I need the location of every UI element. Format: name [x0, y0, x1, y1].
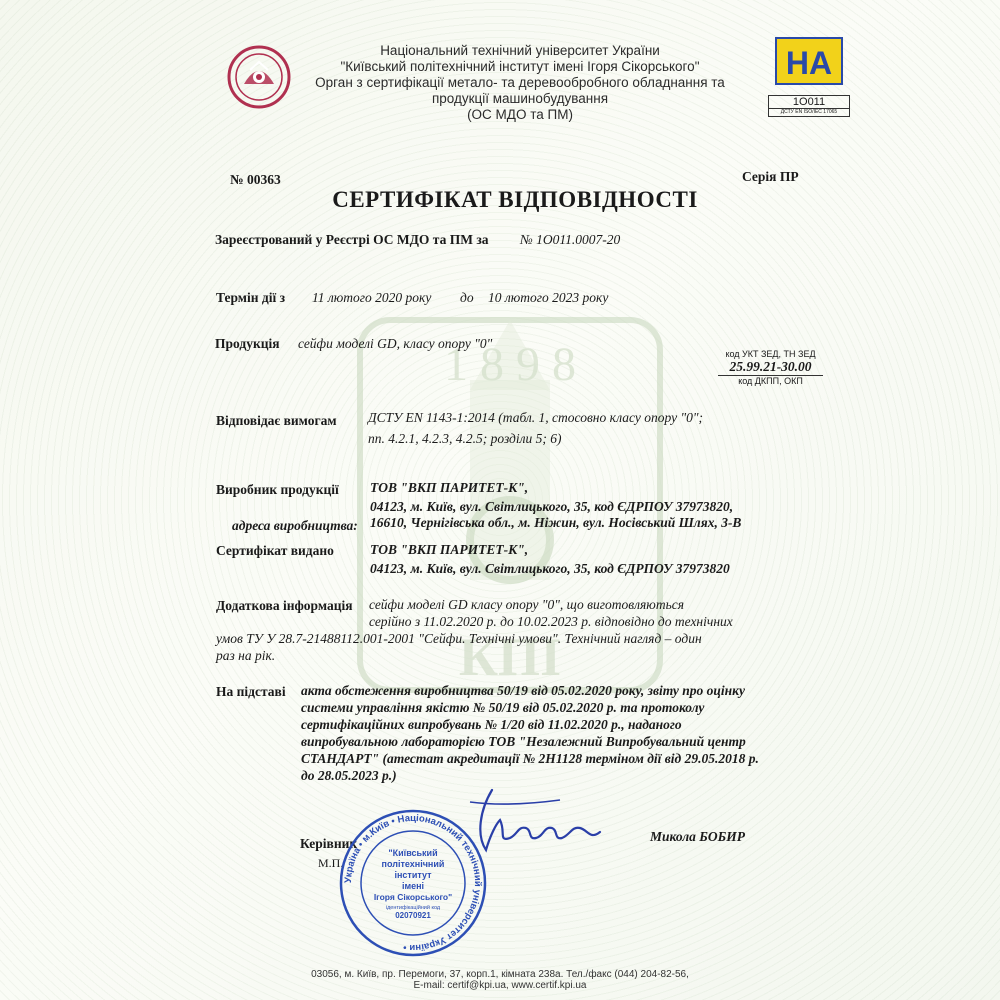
additional-line: серійно з 11.02.2020 р. до 10.02.2023 р. відповідно до технічних [369, 614, 733, 629]
term-label: Термін дії з [216, 290, 286, 305]
manufacturer-label: Виробник продукції [216, 482, 339, 497]
term-from: 11 лютого 2020 року [312, 290, 432, 305]
certificate-title: СЕРТИФІКАТ ВІДПОВІДНОСТІ [332, 187, 698, 212]
additional-text [216, 596, 804, 664]
registered-value: № 1О011.0007-20 [520, 232, 621, 247]
product-label: Продукція [215, 336, 280, 351]
basis-line: сертифікаційних випробувань № 1/20 від 11.02.2020 р., наданого [301, 717, 682, 732]
stamp-id-label: ідентифікаційний код [385, 905, 441, 911]
accreditation-standard: ДСТУ EN ISO/IEC 17065 [769, 108, 849, 116]
additional-line: умов ТУ У 28.7-21488112.001-2001 "Сейфи. Технічні умови". Технічний нагляд – один [216, 631, 702, 646]
stamp-line: Ігоря Сікорського" [373, 892, 453, 902]
production-address: 16610, Чернігівська обл., м. Ніжин, вул. Носівський Шлях, 3-В [370, 515, 742, 530]
basis-line: СТАНДАРТ" (атестат акредитації № 2Н1128 терміном дії від 29.05.2018 р. [301, 751, 759, 766]
additional-line: сейфи моделі GD класу опору "0", що виготовляються [369, 597, 684, 612]
head-label: Керівник [300, 836, 358, 851]
footer-line1: 03056, м. Київ, пр. Перемоги, 37, корп.1, кімната 238а. Тел./факс (044) 204-82-56, [311, 969, 689, 980]
stamp-line: імені [401, 881, 425, 891]
requirements-label: Відповідає вимогам [216, 413, 337, 428]
term-to: 10 лютого 2023 року [488, 290, 609, 305]
issued-address: 04123, м. Київ, вул. Світлицького, 35, код ЄДРПОУ 37973820 [370, 561, 730, 576]
watermark-text: КПІ [458, 627, 562, 687]
requirements-line1: ДСТУ EN 1143-1:2014 (табл. 1, стосовно класу опору "0"; [368, 410, 704, 425]
stamp-outer-text: Україна • м.Київ • Національний технічний університет України • [342, 812, 484, 954]
requirements-line2: пп. 4.2.1, 4.2.3, 4.2.5; розділи 5; 6) [368, 431, 562, 446]
basis-line: випробувальною лабораторією ТОВ "Незалежний Випробувальний центр [301, 734, 746, 749]
term-to-label: до [460, 290, 474, 305]
footer-line2: E-mail: certif@kpi.ua, www.certif.kpi.ua [413, 980, 587, 991]
header-line: Орган з сертифікації метало- та деревообробного обладнання та [315, 75, 725, 90]
product-value: сейфи моделі GD, класу опору "0" [298, 336, 493, 351]
product-code-block [718, 349, 823, 386]
accreditation-code-box [768, 95, 850, 117]
header-line: продукції машинобудування [431, 91, 609, 106]
basis-line: акта обстеження виробництва 50/19 від 05.02.2020 року, звіту про оцінку [301, 683, 745, 698]
stamp-line: інститут [394, 870, 432, 880]
certificate-series: Серія ПР [742, 169, 799, 184]
code-bottom-label: код ДКПП, ОКП [718, 375, 823, 386]
code-value: 25.99.21-30.00 [729, 359, 812, 374]
official-stamp [338, 808, 488, 958]
stamp-id-code: 02070921 [395, 911, 431, 920]
basis-text [301, 682, 801, 784]
code-top-label: код УКТ ЗЕД, ТН ЗЕД [725, 349, 816, 359]
watermark-year: 1 8 9 8 [444, 338, 576, 391]
org-header [300, 43, 740, 123]
basis-line: системи управління якістю № 50/19 від 05.02.2020 р. та протоколу [301, 700, 705, 715]
mp-label: М.П. [318, 856, 344, 870]
accreditation-logo [774, 36, 844, 86]
issued-label: Сертифікат видано [216, 543, 334, 558]
manufacturer-address: 04123, м. Київ, вул. Світлицького, 35, код ЄДРПОУ 37973820, [370, 499, 734, 514]
manufacturer-name: ТОВ "ВКП ПАРИТЕТ-К", [370, 480, 529, 495]
additional-label: Додаткова інформація [216, 598, 353, 613]
additional-line: раз на рік. [216, 648, 276, 663]
accreditation-logo-letters: НА [785, 45, 833, 81]
basis-label: На підставі [216, 684, 286, 699]
kpi-logo [226, 44, 292, 110]
head-name: Микола БОБИР [650, 829, 745, 844]
certificate-number: № 00363 [230, 172, 281, 187]
basis-line: до 28.05.2023 р.) [301, 768, 397, 783]
header-line: Національний технічний університет України [380, 43, 660, 58]
production-label: адреса виробництва: [232, 518, 358, 533]
issued-name: ТОВ "ВКП ПАРИТЕТ-К", [370, 542, 529, 557]
registered-label: Зареєстрований у Реєстрі ОС МДО та ПМ за [215, 232, 489, 247]
stamp-line: "Київський [388, 848, 438, 858]
header-line: "Київський політехнічний інститут імені Ігоря Сікорського" [340, 59, 700, 74]
header-line: (ОС МДО та ПМ) [467, 107, 573, 122]
footer [230, 969, 770, 991]
accreditation-code: 1О011 [792, 96, 826, 108]
stamp-line: політехнічний [381, 859, 445, 869]
